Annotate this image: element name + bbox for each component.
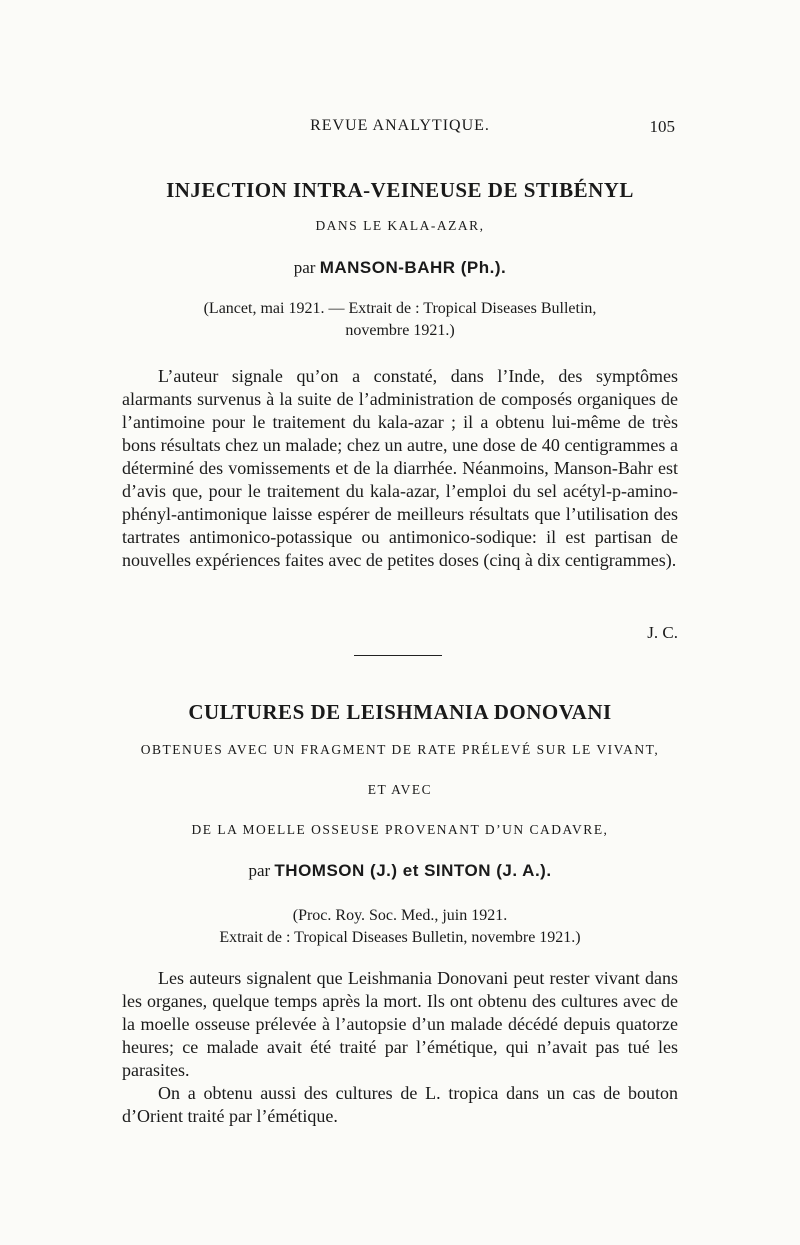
article1-title: INJECTION INTRA-VEINEUSE DE STIBÉNYL — [166, 178, 634, 202]
article2-author-prefix: par — [248, 861, 271, 880]
running-title: REVUE ANALYTIQUE. — [310, 117, 490, 134]
article2-paragraph-1: Les auteurs signalent que Leishmania Donovani peut rester vivant dans les organes, quelque temps après la mort. Ils ont obtenu des cultures avec de la moelle osseuse prélevée à l’autopsie d’un malade décédé depuis quatorze heures; ce malade avait été traité par l’émétique, qui n’avait pas tué les parasites. — [122, 968, 678, 1080]
article2-byline — [122, 860, 678, 882]
section-divider — [354, 655, 442, 656]
article1-citation — [122, 298, 678, 342]
article2-subtitle-2: ET AVEC — [367, 782, 433, 797]
running-head — [0, 117, 800, 141]
article2-citation — [122, 905, 678, 949]
article1-author: MANSON-BAHR (Ph.). — [319, 258, 507, 277]
article2-body — [122, 967, 678, 1128]
article2-subtitle-1: OBTENUES AVEC UN FRAGMENT DE RATE PRÉLEVÉ SUR LE VIVANT, — [140, 742, 660, 757]
article1-byline — [122, 257, 678, 279]
article2-citation-line-2: Extrait de : Tropical Diseases Bulletin, novembre 1921.) — [219, 929, 581, 946]
article2-paragraph-2: On a obtenu aussi des cultures de L. tropica dans un cas de bouton d’Orient traité par l’émétique. — [122, 1083, 678, 1126]
article2-author: THOMSON (J.) et SINTON (J. A.). — [274, 861, 552, 880]
article1-subtitle: DANS LE KALA-AZAR, — [315, 218, 485, 233]
article2-subtitle-3: DE LA MOELLE OSSEUSE PROVENANT D’UN CADAVRE, — [191, 822, 609, 837]
article1-author-prefix: par — [293, 258, 316, 277]
article1-body — [122, 365, 678, 572]
article1-signature: J. C. — [647, 623, 678, 642]
page-number: 105 — [649, 117, 675, 136]
article2-title: CULTURES DE LEISHMANIA DONOVANI — [188, 700, 612, 724]
article1-citation-line-2: novembre 1921.) — [345, 322, 455, 339]
article1-citation-line-1: (Lancet, mai 1921. — Extrait de : Tropical Diseases Bulletin, — [203, 300, 597, 317]
article1-paragraph: L’auteur signale qu’on a constaté, dans l’Inde, des symptômes alarmants survenus à la suite de l’administration de composés organiques de l’antimoine pour le traitement du kala-azar ; il a obtenu lui-même de très bons résultats chez un malade; chez un autre, une dose de 40 centigrammes a déterminé des vomissements et de la diarrhée. Néanmoins, Manson-Bahr est d’avis que, pour le traitement du kala-azar, l’emploi du sel acétyl-p-amino-phényl-antimonique laisse espérer de meilleurs résultats que l’utilisation des tartrates antimonico-potassique ou antimonico-sodique: il est partisan de nouvelles expériences faites avec de petites doses (cinq à dix centigrammes). — [122, 366, 678, 570]
article2-citation-line-1: (Proc. Roy. Soc. Med., juin 1921. — [292, 907, 508, 924]
